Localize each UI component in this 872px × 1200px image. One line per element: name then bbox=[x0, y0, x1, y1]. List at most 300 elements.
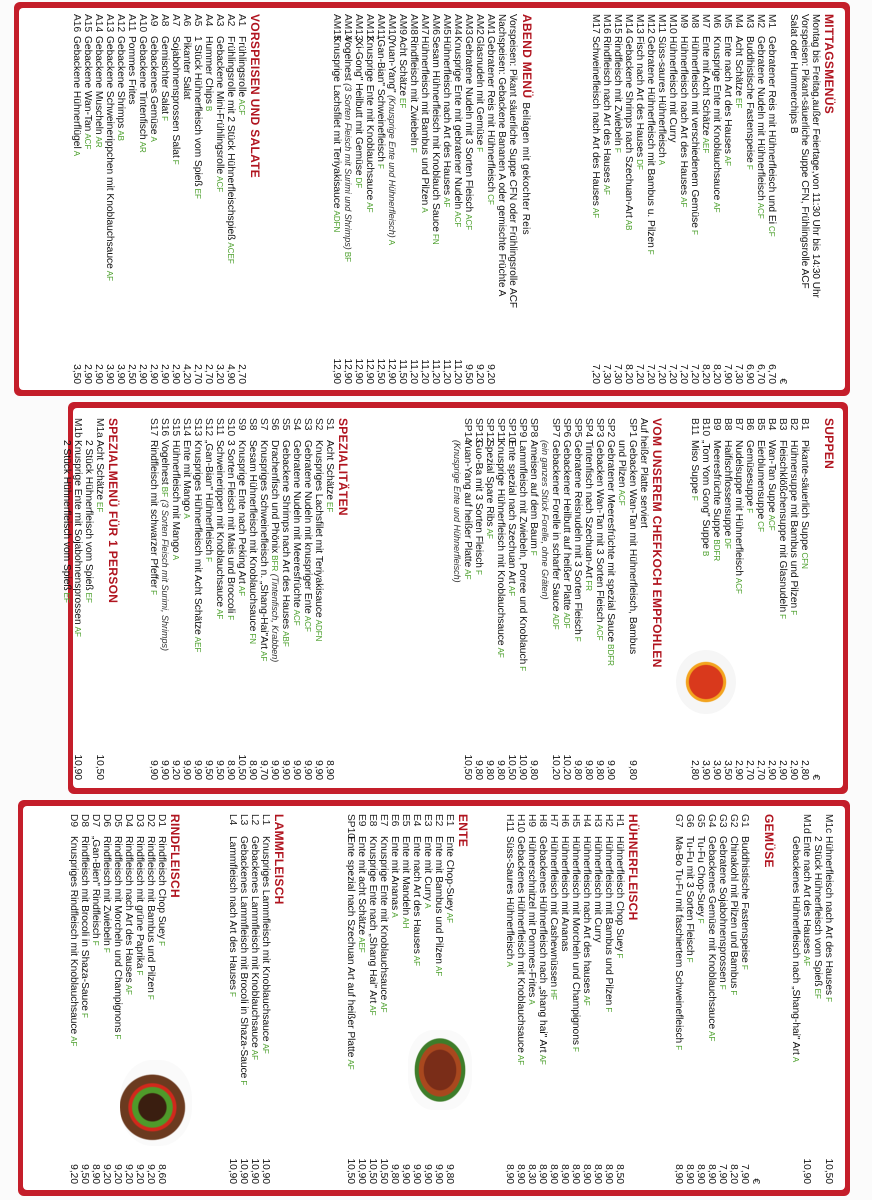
menu-item bbox=[94, 418, 105, 780]
item-name-text: Haifischflossensuppe bbox=[722, 440, 733, 537]
allergen-tag: AF bbox=[261, 1043, 270, 1054]
item-name-text: Ente mit Bambus und Pilzen bbox=[433, 836, 444, 964]
allergen-tag: A bbox=[423, 903, 432, 909]
item-name-text: Gebackene Tintenfisch bbox=[137, 36, 148, 140]
menu-item bbox=[247, 418, 258, 780]
item-name bbox=[61, 440, 72, 746]
column-content bbox=[590, 14, 836, 384]
menu-item bbox=[684, 814, 695, 1184]
column-content bbox=[345, 814, 470, 1184]
section-subtitle: Auf heißer Platte serviert bbox=[638, 418, 649, 529]
menu-item bbox=[422, 814, 433, 1184]
item-name-text: Miso Suppe bbox=[689, 440, 700, 494]
item-name-text: Lammfleisch nach Art des Hauses bbox=[227, 836, 238, 991]
menu-item bbox=[101, 814, 112, 1184]
item-extra: (3 Sorten Fleisch mit Surimi und Shrimps) bbox=[343, 80, 353, 250]
allergen-tag: A bbox=[171, 554, 180, 561]
item-name-text: 2 Stück Hühnerfleisch vom Spieß bbox=[812, 836, 823, 987]
section-title: VORSPEISEN UND SALATE bbox=[248, 14, 262, 179]
menu-column bbox=[451, 418, 664, 780]
menu-item bbox=[616, 418, 627, 780]
item-name bbox=[678, 36, 689, 350]
allergen-tag: CF bbox=[767, 226, 776, 237]
item-name-text: Hühnerfleisch mit Bambus und Pilzen bbox=[603, 836, 614, 1006]
item-name bbox=[695, 836, 706, 1150]
item-code: M10 bbox=[667, 14, 678, 34]
allergen-tag: F bbox=[573, 636, 582, 642]
menu-column bbox=[590, 14, 836, 384]
item-price: 9,20 bbox=[485, 364, 496, 384]
item-code: H4 bbox=[581, 814, 592, 828]
item-name bbox=[766, 36, 777, 350]
allergen-tag: CF bbox=[486, 194, 495, 205]
item-price: 7,20 bbox=[590, 364, 601, 384]
item-price: 4,20 bbox=[181, 364, 192, 384]
allergen-tag: F bbox=[475, 147, 484, 153]
allergen-tag: ACF bbox=[756, 202, 765, 219]
item-name-text: Pikanter Salat bbox=[181, 36, 192, 100]
soup-photo bbox=[676, 650, 736, 714]
item-name-text: und Pilzen bbox=[616, 440, 627, 488]
item-price: 3,90 bbox=[700, 760, 711, 780]
item-name bbox=[364, 36, 375, 350]
item-name bbox=[389, 836, 400, 1150]
item-name-text: 3 Sorten Fleisch mit Mais und Broccoli bbox=[225, 440, 236, 614]
item-price: 12,50 bbox=[375, 358, 386, 384]
item-price: 9,90 bbox=[159, 760, 170, 780]
item-name-text: „Tom Yom Gong" Suppe bbox=[700, 440, 711, 549]
item-name-text: Ente mit Mango bbox=[181, 440, 192, 512]
item-name-text: Hühnerfleisch mit Curry bbox=[592, 836, 603, 943]
item-name bbox=[148, 440, 159, 746]
allergen-tag: ADFN bbox=[332, 210, 341, 233]
menu-item bbox=[812, 814, 823, 1184]
item-code: A1 bbox=[236, 14, 247, 27]
item-code: L2 bbox=[249, 814, 260, 826]
item-price: 2,90 bbox=[170, 364, 181, 384]
item-price: 10,90 bbox=[249, 1158, 260, 1184]
item-name-text: Hühnerschnitzel mit Pommes-Frites bbox=[526, 836, 537, 998]
item-code: B7 bbox=[733, 418, 744, 431]
item-code: A10 bbox=[137, 14, 148, 33]
allergen-tag: AR bbox=[138, 141, 147, 153]
item-price: 9,90 bbox=[313, 760, 324, 780]
section-title: ENTE bbox=[456, 814, 470, 848]
item-code: D2 bbox=[145, 814, 156, 828]
allergen-tag: AF bbox=[496, 647, 505, 658]
item-price: 8,20 bbox=[728, 1164, 739, 1184]
item-code: A12 bbox=[115, 14, 126, 33]
item-name bbox=[755, 36, 766, 350]
item-code: A5 bbox=[192, 14, 203, 27]
menu-item bbox=[700, 14, 711, 384]
item-name bbox=[386, 36, 397, 350]
item-name bbox=[722, 36, 733, 350]
menu-item bbox=[148, 418, 159, 780]
item-price: 8,20 bbox=[711, 364, 722, 384]
item-name-text: Wan-Tan Suppe bbox=[766, 440, 777, 513]
item-code: A11 bbox=[126, 14, 137, 32]
menu-item bbox=[645, 14, 656, 384]
allergen-tag: B bbox=[204, 105, 213, 112]
allergen-tag: CFN bbox=[800, 552, 809, 569]
item-code: H2 bbox=[603, 814, 614, 828]
menu-item bbox=[733, 14, 744, 384]
item-name-text: Rindfleisch Chop Suey bbox=[156, 836, 167, 940]
item-name bbox=[400, 836, 411, 1150]
item-price: 8,90 bbox=[515, 1164, 526, 1184]
item-code: A7 bbox=[170, 14, 181, 27]
item-code: A6 bbox=[181, 14, 192, 27]
item-name-text: Gebratener Meeresfrüchte mit spezial Sauce bbox=[605, 440, 616, 643]
item-price: 2,70 bbox=[236, 364, 247, 384]
item-code: S1 bbox=[324, 418, 335, 431]
menu-item bbox=[451, 418, 462, 780]
allergen-tag: F bbox=[204, 557, 213, 563]
item-price: 12,90 bbox=[342, 358, 353, 384]
item-name bbox=[788, 440, 799, 746]
allergen-tag: AB bbox=[116, 130, 125, 141]
item-name-text: Gebratene Hühnerfleisch mit Bambus u. Pilzen bbox=[645, 36, 656, 248]
item-price: 10,90 bbox=[227, 1158, 238, 1184]
menu-item bbox=[419, 14, 430, 384]
item-price: 7,90 bbox=[722, 364, 733, 384]
allergen-tag: F bbox=[91, 940, 100, 946]
menu-item bbox=[192, 418, 203, 780]
item-name-text: Sojabohnensprossen Salat bbox=[170, 36, 181, 158]
menu-item bbox=[342, 14, 353, 384]
allergen-tag: F bbox=[171, 159, 180, 165]
menu-item bbox=[386, 14, 397, 384]
item-code: S17 bbox=[148, 418, 159, 437]
column-content bbox=[673, 814, 776, 1184]
item-name-text: Knusprige Ente mit Sojabohnensprossen bbox=[72, 440, 83, 625]
item-name-text: Gebackene Hühnerflügel bbox=[71, 36, 82, 149]
menu-item bbox=[93, 14, 104, 384]
item-name bbox=[706, 836, 717, 1150]
menu-item bbox=[463, 14, 474, 384]
item-name bbox=[137, 36, 148, 350]
item-code: SP12 bbox=[484, 418, 495, 443]
menu-item bbox=[561, 418, 572, 780]
item-code: H6 bbox=[559, 814, 570, 828]
allergen-tag: AF bbox=[73, 626, 82, 637]
menu-item bbox=[214, 14, 225, 384]
menu-item bbox=[572, 418, 583, 780]
item-name bbox=[342, 36, 353, 350]
allergen-tag: BF bbox=[160, 486, 169, 497]
item-price: 9,20 bbox=[474, 364, 485, 384]
item-code: G6 bbox=[684, 814, 695, 828]
menu-item bbox=[170, 418, 181, 780]
item-name bbox=[269, 440, 280, 746]
item-price: 9,80 bbox=[583, 760, 594, 780]
allergen-tag: A bbox=[791, 1056, 800, 1063]
allergen-tag: AF bbox=[485, 528, 494, 539]
item-name-text: Gebackener Heilbutt auf heißer Platte bbox=[561, 440, 572, 611]
menu-column bbox=[331, 14, 534, 384]
item-name-text: Vogelnest bbox=[342, 36, 353, 81]
item-price: 6,70 bbox=[755, 364, 766, 384]
allergen-tag: ACF bbox=[617, 489, 626, 506]
menu-column bbox=[61, 418, 120, 780]
menu-item bbox=[236, 418, 247, 780]
allergen-tag: DF bbox=[635, 159, 644, 170]
item-extra: (ein ganzes Stück Forelle, ohne Gräten) bbox=[540, 440, 550, 600]
item-code: A8 bbox=[159, 14, 170, 27]
menu-item bbox=[634, 14, 645, 384]
allergen-tag: AF bbox=[445, 912, 454, 923]
item-price: 10,90 bbox=[260, 1158, 271, 1184]
allergen-tag: CF bbox=[756, 521, 765, 532]
item-price: 9,50 bbox=[463, 364, 474, 384]
allergen-tag: AF bbox=[582, 995, 591, 1006]
item-name bbox=[203, 440, 214, 746]
item-price: 8,90 bbox=[559, 1164, 570, 1184]
menu-item bbox=[570, 814, 581, 1184]
item-code: AM11 bbox=[375, 14, 386, 40]
menu-item bbox=[766, 418, 777, 780]
menu-item bbox=[375, 14, 386, 384]
item-name-text: Glasnudeln mit Gemüse bbox=[474, 36, 485, 146]
item-name-text: Ente Chop-Suey bbox=[444, 836, 455, 911]
item-price: 2,90 bbox=[148, 364, 159, 384]
item-name-text: Ente nach Art des Hauses bbox=[722, 36, 733, 154]
allergen-tag: F bbox=[149, 590, 158, 596]
item-name bbox=[634, 36, 645, 350]
item-code: B4 bbox=[766, 418, 777, 431]
item-name-text: Pikante-säuerlich Suppe bbox=[799, 440, 810, 551]
item-name-text: Gebackene Shrimps nach Szechuan-Art bbox=[623, 36, 634, 218]
allergen-tag: F bbox=[613, 147, 622, 153]
item-name-text: Hühnerfleisch nach Art des hauses bbox=[581, 836, 592, 994]
item-name-text: Hühnerfleisch nach Art des Hauses bbox=[441, 36, 452, 196]
item-price: 2,90 bbox=[159, 364, 170, 384]
allergen-tag: F bbox=[474, 569, 483, 575]
menu-item bbox=[755, 418, 766, 780]
item-price: 12,90 bbox=[353, 358, 364, 384]
item-name-text: „Gan-Bien" Rindfleisch bbox=[90, 836, 101, 939]
item-code: D4 bbox=[123, 814, 134, 828]
item-name-text: Gebackene Mini-Frühlingsrolle bbox=[214, 36, 225, 175]
allergen-tag: F bbox=[745, 508, 754, 514]
item-price: 10,20 bbox=[550, 754, 561, 780]
item-price: 11,50 bbox=[397, 359, 408, 384]
item-name-text: Ente mit Acht Schätze bbox=[700, 36, 711, 136]
item-price: 8,50 bbox=[614, 1164, 625, 1184]
item-name bbox=[583, 440, 594, 746]
item-name-text: Hühnerfleisch mit Cashewnüssen bbox=[548, 836, 559, 988]
menu-item bbox=[605, 418, 616, 780]
item-name-text: Pommes Frites bbox=[126, 36, 137, 105]
currency-symbol: € bbox=[777, 378, 788, 384]
allergen-tag: AF bbox=[591, 207, 600, 219]
item-price: 2,80 bbox=[799, 760, 810, 780]
item-code: L3 bbox=[238, 814, 249, 826]
item-price: 9,90 bbox=[148, 760, 159, 780]
item-name bbox=[159, 440, 170, 746]
item-price: 12,90 bbox=[364, 358, 375, 384]
item-name-text: Meeresfrüchte Suppe bbox=[711, 440, 722, 538]
item-name bbox=[528, 440, 539, 746]
item-price: 9,80 bbox=[627, 760, 638, 780]
item-code: B11 bbox=[689, 418, 700, 436]
allergen-tag: ACF bbox=[767, 514, 776, 531]
item-name-text: Ente mit Curry bbox=[422, 836, 433, 902]
item-name bbox=[790, 836, 801, 1150]
item-name-text: Hühnerfleisch nach Art des Hauses bbox=[823, 836, 834, 996]
menu-item bbox=[592, 814, 603, 1184]
item-code: G5 bbox=[695, 814, 706, 828]
item-name-text: Knuspriges Rindfleisch mit Knoblauchsauce bbox=[68, 836, 79, 1035]
item-name bbox=[93, 36, 104, 350]
allergen-tag: AF bbox=[346, 1059, 355, 1070]
menu-item bbox=[302, 418, 313, 780]
item-name bbox=[623, 36, 634, 350]
allergen-tag: F bbox=[529, 550, 538, 556]
item-name-text: Hummer Chips bbox=[203, 36, 214, 104]
menu-item bbox=[744, 14, 755, 384]
item-price: 2,90 bbox=[766, 760, 777, 780]
item-name bbox=[90, 836, 101, 1150]
allergen-tag: AF bbox=[250, 1049, 259, 1061]
item-code: G2 bbox=[728, 814, 739, 828]
item-price: 10,50 bbox=[506, 754, 517, 780]
menu-item bbox=[601, 14, 612, 384]
item-name bbox=[744, 440, 755, 746]
item-price: 10,20 bbox=[561, 754, 572, 780]
allergen-tag: F bbox=[160, 116, 169, 122]
menu-item bbox=[400, 814, 411, 1184]
allergen-tag: AEF bbox=[701, 137, 710, 154]
item-name-text: Gebackener Forelle in scharfer Sauce bbox=[550, 440, 561, 612]
item-name-text: Gemischter Salat bbox=[159, 36, 170, 115]
allergen-tag: F bbox=[102, 947, 111, 953]
item-name bbox=[214, 36, 225, 350]
item-name bbox=[192, 36, 203, 350]
item-name bbox=[474, 36, 485, 350]
item-code: E8 bbox=[367, 814, 378, 827]
allergen-tag: EF bbox=[84, 592, 93, 603]
menu-item bbox=[722, 14, 733, 384]
allergen-tag: A bbox=[149, 136, 158, 142]
menu-item bbox=[559, 814, 570, 1184]
currency-row bbox=[750, 814, 761, 1184]
allergen-tag: AF bbox=[69, 1036, 78, 1047]
item-code: SP8 bbox=[528, 418, 539, 438]
item-price: 11,20 bbox=[441, 359, 452, 384]
menu-column bbox=[673, 814, 776, 1184]
menu-item bbox=[203, 14, 214, 384]
item-name bbox=[777, 440, 788, 746]
menu-item bbox=[590, 14, 601, 384]
item-name-text: Hühnersuppe mit Bambus und Pilzen bbox=[788, 440, 799, 609]
item-name-text: Gebratene Reisnudeln mit 3 Sorten Fleisch bbox=[572, 440, 583, 635]
menu-item bbox=[495, 418, 506, 780]
allergen-tag: F bbox=[778, 614, 787, 620]
duck-photo bbox=[408, 1030, 472, 1110]
item-name-text: Rindfleisch mit Zwiebeln bbox=[408, 36, 419, 146]
allergen-tag: ACF bbox=[453, 211, 462, 228]
allergen-tag: F bbox=[646, 249, 655, 255]
item-price: 9,90 bbox=[433, 1164, 444, 1184]
allergen-tag: F bbox=[824, 997, 833, 1003]
item-code: B10 bbox=[700, 418, 711, 437]
item-price: 12,90 bbox=[386, 358, 397, 384]
item-price: 7,90 bbox=[717, 1164, 728, 1184]
item-price: 8,30 bbox=[526, 1164, 537, 1184]
column-content bbox=[504, 814, 640, 1184]
menu-item bbox=[506, 418, 517, 780]
item-name-text: Gebackene Shrimps bbox=[115, 36, 126, 129]
item-name bbox=[517, 440, 528, 746]
item-code: L1 bbox=[260, 814, 271, 826]
allergen-tag: ACF bbox=[83, 133, 92, 150]
section-title: SUPPEN bbox=[822, 418, 836, 470]
allergen-tag: AF bbox=[434, 965, 443, 977]
allergen-tag: F bbox=[685, 957, 694, 963]
item-code: M1c bbox=[823, 814, 834, 834]
allergen-tag: EF bbox=[734, 98, 743, 109]
item-code: S3 bbox=[302, 418, 313, 431]
item-name-text: Gebratene Nudeln mit Meeresfrüchte bbox=[291, 440, 302, 608]
item-name bbox=[733, 36, 744, 350]
item-name bbox=[324, 440, 335, 746]
item-name bbox=[673, 836, 684, 1150]
section-title: VOM UNSEREM CHEFKOCH EMPFOHLEN bbox=[650, 418, 664, 668]
item-name bbox=[441, 36, 452, 350]
item-name bbox=[367, 836, 378, 1150]
item-name bbox=[260, 836, 271, 1150]
column-content bbox=[451, 418, 664, 780]
item-price: 9,20 bbox=[112, 1164, 123, 1184]
section-title: ABEND MENÜBeilagen mit gekochter Reis bbox=[520, 14, 534, 235]
allergen-tag: ACF bbox=[734, 577, 743, 594]
item-name bbox=[378, 836, 389, 1150]
allergen-tag: AEF bbox=[357, 937, 366, 953]
item-code: AM9 bbox=[397, 14, 408, 35]
item-name-text: Knusprige Ente mit Knoblauchsauce bbox=[378, 836, 389, 1001]
item-price: 9,50 bbox=[203, 760, 214, 780]
menu-item bbox=[673, 814, 684, 1184]
menu-item bbox=[583, 418, 594, 780]
item-name bbox=[247, 440, 258, 746]
allergen-tag: F bbox=[571, 1046, 580, 1052]
item-name-text: Acht Schätze bbox=[733, 36, 744, 97]
allergen-tag: BDFR bbox=[712, 539, 721, 562]
item-price: 7,20 bbox=[645, 364, 656, 384]
item-price: 10,90 bbox=[238, 1158, 249, 1184]
item-price: 8,90 bbox=[570, 1164, 581, 1184]
item-name bbox=[506, 440, 517, 746]
item-name-text: Rindfleisch mit Brocoli in Shaza-Sauce bbox=[79, 836, 90, 1011]
allergen-tag: F bbox=[135, 970, 144, 976]
menu-item bbox=[452, 14, 463, 384]
menu-item bbox=[408, 14, 419, 384]
item-code: SP10 bbox=[345, 814, 356, 839]
item-code: A2 bbox=[225, 14, 236, 27]
item-name bbox=[280, 440, 291, 746]
item-code: SP13 bbox=[473, 418, 484, 443]
item-code: E1 bbox=[444, 814, 455, 827]
item-price: 2,90 bbox=[733, 760, 744, 780]
menu-item bbox=[71, 14, 82, 384]
item-code: SP1 bbox=[627, 418, 638, 438]
menu-item bbox=[777, 418, 788, 780]
section-title: SPEZIALITÄTEN bbox=[336, 418, 350, 516]
item-code: D6 bbox=[101, 814, 112, 828]
item-code: M16 bbox=[601, 14, 612, 34]
